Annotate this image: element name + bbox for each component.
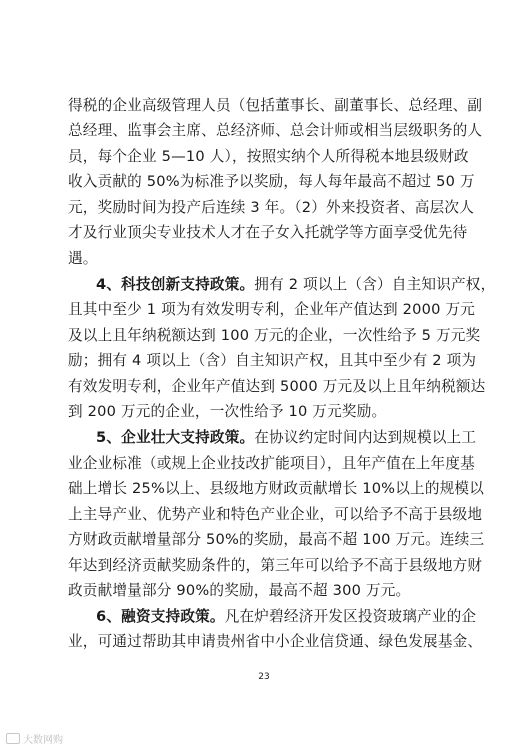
text-line: 且其中至少 1 项为有效发明专利，企业年产值达到 2000 万元 (68, 301, 476, 318)
text-line: 础上增长 25%以上、县级地方财政贡献增长 10%以上的规模以 (68, 480, 485, 497)
page-number: 23 (258, 672, 270, 682)
section-5-first-line (96, 429, 477, 447)
text-line: 有效发明专利，企业年产值达到 5000 万元及以上且年纳税额达 (68, 378, 486, 395)
watermark-logo-icon (6, 733, 20, 744)
text-line: 得税的企业高级管理人员（包括董事长、副董事长、总经理、副 (68, 97, 483, 114)
section-4-first-line-text: 拥有 2 项以上（含）自主知识产权， (254, 276, 496, 293)
watermark (6, 731, 63, 746)
watermark-text: 大数网购 (23, 735, 63, 746)
section-5-heading: 5、企业壮大支持政策。 (96, 429, 255, 446)
text-line: 及以上且年纳税额达到 100 万元的企业，一次性给予 5 万元奖 (68, 327, 481, 344)
text-line: 员，每个企业 5—10 人），按照实纳个人所得税本地县级财政 (68, 148, 469, 165)
text-line: 业，可通过帮助其申请贵州省中小企业信贷通、绿色发展基金、 (68, 633, 483, 650)
text-line: 总经理、监事会主席、总经济师、总会计师或相当层级职务的人 (68, 122, 483, 139)
section-6-first-line (96, 608, 477, 626)
section-5-first-line-text: 在协议约定时间内达到规模以上工 (254, 429, 477, 446)
text-line: 到 200 万元的企业，一次性给予 10 万元奖励。 (68, 403, 387, 420)
section-4-heading: 4、科技创新支持政策。 (96, 276, 255, 293)
section-6-first-line-text: 凡在炉碧经济开发区投资玻璃产业的企 (224, 608, 477, 625)
text-line: 方财政贡献增量部分 50%的奖励，最高不超 100 万元。连续三 (68, 531, 485, 548)
section-4-first-line (96, 276, 496, 294)
text-line: 励；拥有 4 项以上（含）自主知识产权，且其中至少有 2 项为 (68, 352, 477, 369)
text-line: 政贡献增量部分 90%的奖励，最高不超 300 万元。 (68, 582, 411, 599)
text-line: 业企业标准（或规上企业技改扩能项目），且年产值在上年度基 (68, 455, 475, 472)
text-line: 遇。 (68, 250, 98, 267)
section-6-heading: 6、融资支持政策。 (96, 608, 225, 625)
text-line: 年达到经济贡献奖励条件的，第三年可以给予不高于县级地方财 (68, 557, 483, 574)
text-line: 元，奖励时间为投产后连续 3 年。（2）外来投资者、高层次人 (68, 199, 474, 216)
text-line: 上主导产业、优势产业和特色产业企业，可以给予不高于县级地 (68, 506, 483, 523)
text-line: 收入贡献的 50%为标准予以奖励，每人每年最高不超过 50 万 (68, 173, 475, 190)
text-line: 才及行业顶尖专业技术人才在子女入托就学等方面享受优先待 (68, 224, 468, 241)
